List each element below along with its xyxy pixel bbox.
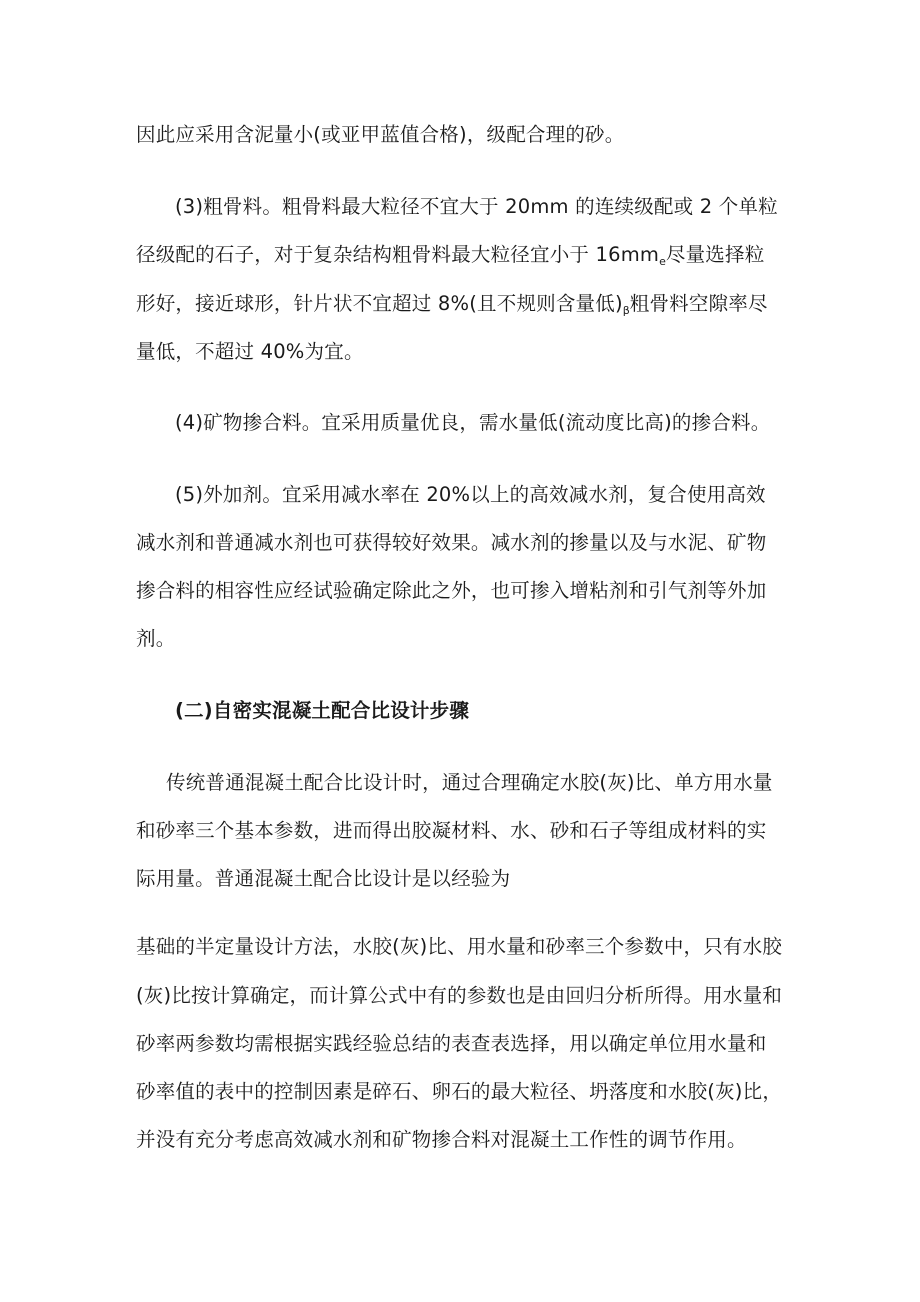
paragraph-4-line-2: 减水剂和普通减水剂也可获得较好效果。减水剂的掺量以及与水泥、矿物 bbox=[136, 531, 767, 554]
paragraph-6-line-3: 砂率两参数均需根据实践经验总结的表查表选择，用以确定单位用水量和 bbox=[136, 1032, 767, 1055]
paragraph-2-line-3-text-a: 形好，接近球形，针片状不宜超过 8%(且不规则含量低) bbox=[136, 292, 623, 315]
paragraph-1-line-1: 因此应采用含泥量小(或亚甲蓝值合格)，级配合理的砂。 bbox=[136, 123, 625, 146]
paragraph-2-line-3-subscript: β bbox=[622, 304, 630, 317]
paragraph-2-line-1: (3)粗骨料。粗骨料最大粒径不宜大于 20mm 的连续级配或 2 个单粒 bbox=[175, 195, 778, 218]
paragraph-2-line-2-text-b: 尽量选择粒 bbox=[665, 243, 765, 266]
paragraph-2-line-3-text-b: 粗骨料空隙率尽 bbox=[629, 292, 768, 315]
paragraph-4-line-3: 掺合料的相容性应经试验确定除此之外，也可掺入增粘剂和引气剂等外加 bbox=[136, 579, 767, 602]
paragraph-3-line-1: (4)矿物掺合料。宜采用质量优良，需水量低(流动度比高)的掺合料。 bbox=[175, 411, 771, 434]
paragraph-4-line-4: 剂。 bbox=[136, 627, 176, 650]
paragraph-2-line-2-subscript: e bbox=[659, 255, 666, 268]
paragraph-5-line-1: 传统普通混凝土配合比设计时，通过合理确定水胶(灰)比、单方用水量 bbox=[166, 771, 773, 794]
paragraph-5-line-3: 际用量。普通混凝土配合比设计是以经验为 bbox=[136, 867, 511, 890]
paragraph-5-line-2: 和砂率三个基本参数，进而得出胶凝材料、水、砂和石子等组成材料的实 bbox=[136, 819, 767, 842]
paragraph-6-line-4: 砂率值的表中的控制因素是碎石、卵石的最大粒径、坍落度和水胶(灰)比， bbox=[136, 1080, 783, 1103]
section-heading: (二)自密实混凝土配合比设计步骤 bbox=[175, 699, 470, 722]
paragraph-4-line-1: (5)外加剂。宜采用减水率在 20%以上的高效减水剂，复合使用高效 bbox=[175, 483, 766, 506]
paragraph-6-line-1: 基础的半定量设计方法，水胶(灰)比、用水量和砂率三个参数中，只有水胶 bbox=[136, 935, 783, 958]
paragraph-6-line-5: 并没有充分考虑高效减水剂和矿物掺合料对混凝土工作性的调节作用。 bbox=[136, 1128, 747, 1151]
paragraph-2-line-2 bbox=[136, 242, 764, 275]
paragraph-2-line-2-text-a: 径级配的石子，对于复杂结构粗骨料最大粒径宜小于 16mm bbox=[136, 243, 660, 266]
paragraph-2-line-3 bbox=[136, 291, 768, 324]
paragraph-2-line-4: 量低，不超过 40%为宜。 bbox=[136, 340, 364, 363]
paragraph-6-line-2: (灰)比按计算确定，而计算公式中有的参数也是由回归分析所得。用水量和 bbox=[136, 984, 783, 1007]
